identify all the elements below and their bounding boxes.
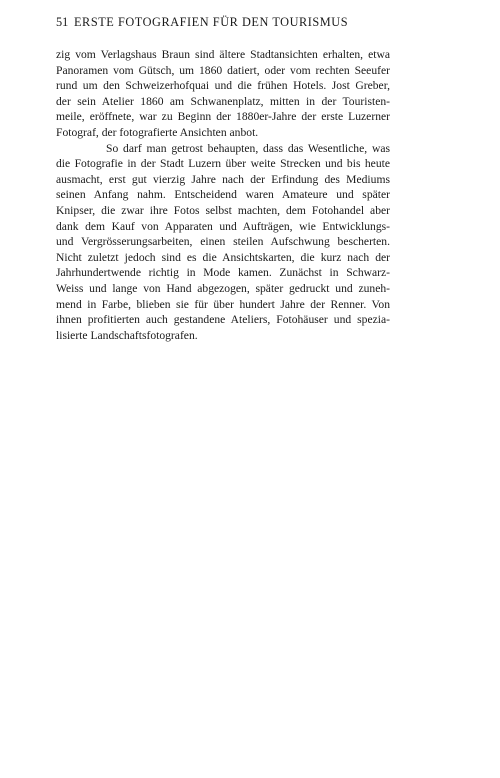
paragraph-2 — [56, 141, 390, 344]
text-line: Fotograf, der fotografierte Ansichten anbot. — [56, 125, 259, 139]
text-line: Knipser, die zwar ihre Fotos selbst machten, dem Fotohandel aber — [56, 203, 390, 217]
text-line: Jahrhundertwende richtig in Mode kamen. Zunächst in Schwarz- — [56, 266, 390, 280]
text-line: Nicht zuletzt jedoch sind es die Ansichtskarten, die kurz nach der — [56, 250, 390, 264]
running-head: ERSTE FOTOGRAFIEN FÜR DEN TOURISMUS — [74, 15, 349, 29]
text-line: die Fotografie in der Stadt Luzern über weite Strecken und bis heute — [56, 157, 390, 171]
text-line: und Vergrösserungsarbeiten, einen steilen Aufschwung bescherten. — [56, 235, 390, 249]
text-line: zig vom Verlagshaus Braun sind ältere Stadtansichten erhalten, etwa — [56, 48, 390, 61]
paragraph-1 — [56, 47, 390, 141]
page-number: 51 — [56, 15, 69, 29]
text-line: mend in Farbe, blieben sie für über hundert Jahre der Renner. Von — [56, 297, 390, 311]
text-line: meile, eröffnete, war zu Beginn der 1880er-Jahre der erste Luzerner — [56, 110, 390, 124]
text-line: der sein Atelier 1860 am Schwanenplatz, mitten in der Touristen- — [56, 94, 390, 108]
text-line: rund um den Schweizerhofquai und die frühen Hotels. Jost Greber, — [56, 79, 390, 93]
text-line: dank dem Kauf von Apparaten und Aufträgen, wie Entwicklungs- — [56, 219, 390, 233]
text-line: seinen Anfang nahm. Entscheidend waren Amateure und später — [56, 188, 390, 202]
text-line: Panoramen vom Gütsch, um 1860 datiert, oder vom rechten Seeufer — [56, 63, 390, 77]
body-text — [56, 47, 390, 343]
text-line: ausmacht, erst gut vierzig Jahre nach der Erfindung des Mediums — [56, 172, 390, 186]
text-line: lisierte Landschaftsfotografen. — [56, 328, 198, 342]
text-line: Weiss und lange von Hand abgezogen, später gedruckt und zuneh- — [56, 281, 390, 295]
text-line: ihnen profitierten auch gestandene Ateliers, Fotohäuser und spezia- — [56, 313, 390, 327]
text-line: So darf man getrost behaupten, dass das Wesentliche, was — [106, 141, 390, 155]
